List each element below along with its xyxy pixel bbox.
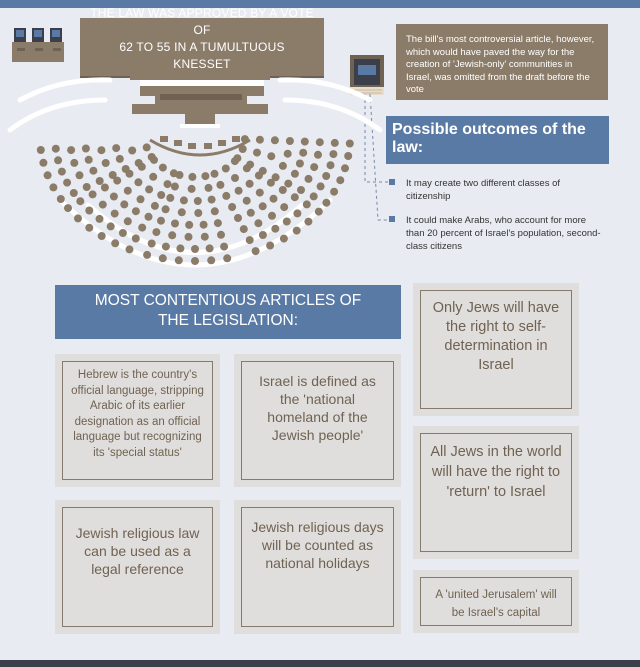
seat-icon <box>119 229 127 237</box>
seat-icon <box>279 186 287 194</box>
seat-icon <box>191 257 199 265</box>
seat-icon <box>57 195 65 203</box>
seat-icon <box>259 167 267 175</box>
seat-icon <box>162 243 170 251</box>
seat-icon <box>180 196 188 204</box>
seat-icon <box>216 181 224 189</box>
seat-icon <box>315 208 323 216</box>
seat-icon <box>246 236 254 244</box>
seat-icon <box>310 192 318 200</box>
article-text-hebrew-language: Hebrew is the country's official language, stripping Arabic of its earlier designation as an official language but recognizing its 'special status' <box>71 369 204 459</box>
seat-icon <box>208 196 216 204</box>
seat-icon <box>166 194 174 202</box>
seat-icon <box>168 231 176 239</box>
seat-icon <box>301 138 309 146</box>
seat-icon <box>271 136 279 144</box>
computer-monitors-icon <box>12 28 64 62</box>
seat-icon <box>76 171 84 179</box>
seat-icon <box>150 156 158 164</box>
seat-icon <box>331 139 339 147</box>
seat-icon <box>58 168 66 176</box>
seat-icon <box>336 176 344 184</box>
seat-icon <box>132 207 140 215</box>
seat-icon <box>176 171 184 179</box>
seat-icon <box>234 214 242 222</box>
seat-icon <box>279 162 287 170</box>
seat-icon <box>317 182 325 190</box>
seat-icon <box>107 222 115 230</box>
seat-icon <box>327 161 335 169</box>
article-card-hebrew-language <box>55 354 220 487</box>
seat-icon <box>145 213 153 221</box>
seat-icon <box>271 225 279 233</box>
seat-icon <box>64 204 72 212</box>
seat-icon <box>157 191 165 199</box>
seat-icon <box>143 143 151 151</box>
seat-icon <box>233 154 241 162</box>
seat-icon <box>299 149 307 157</box>
seat-icon <box>322 199 330 207</box>
seat-icon <box>39 159 47 167</box>
seat-icon <box>211 207 219 215</box>
seat-icon <box>259 202 267 210</box>
seat-icon <box>291 193 299 201</box>
seat-icon <box>74 214 82 222</box>
article-card-religious-law <box>55 500 220 634</box>
seat-icon <box>220 243 228 251</box>
seat-icon <box>256 136 264 144</box>
vote-line-1: THE LAW WAS APPROVED BY A VOTE OF <box>90 5 314 37</box>
seat-icon <box>70 159 78 167</box>
seat-icon <box>113 177 121 185</box>
controversial-article-box <box>396 24 608 100</box>
seat-icon <box>231 174 239 182</box>
seat-icon <box>111 239 119 247</box>
article-text-united-jerusalem: A 'united Jerusalem' will be Israel's capital <box>435 589 557 619</box>
seat-icon <box>267 152 275 160</box>
seat-icon <box>148 240 156 248</box>
seat-icon <box>303 200 311 208</box>
seat-icon <box>252 247 260 255</box>
seat-icon <box>344 152 352 160</box>
seat-icon <box>239 145 247 153</box>
article-text-religious-law: Jewish religious law can be used as a legal reference <box>75 525 200 577</box>
seat-icon <box>101 184 109 192</box>
seat-icon <box>37 146 45 154</box>
seat-icon <box>96 215 104 223</box>
seat-icon <box>138 163 146 171</box>
seat-icon <box>178 208 186 216</box>
seat-icon <box>98 232 106 240</box>
seat-icon <box>297 186 305 194</box>
contentious-title-line-2: THE LEGISLATION: <box>157 312 299 329</box>
seat-icon <box>214 219 222 227</box>
outcomes-title: Possible outcomes of the law: <box>386 116 609 164</box>
seat-icon <box>185 221 193 229</box>
seat-icon <box>228 203 236 211</box>
seat-icon <box>188 173 196 181</box>
seat-icon <box>132 235 140 243</box>
seat-icon <box>283 218 291 226</box>
seat-icon <box>99 201 107 209</box>
seat-icon <box>76 197 84 205</box>
seat-icon <box>188 185 196 193</box>
seat-icon <box>97 146 105 154</box>
seat-icon <box>85 224 93 232</box>
vote-line-2: 62 TO 55 IN A TUMULTUOUS KNESSET <box>119 39 285 71</box>
seat-icon <box>314 151 322 159</box>
seat-icon <box>171 220 179 228</box>
seat-icon <box>272 173 280 181</box>
seat-icon <box>222 192 230 200</box>
seat-icon <box>137 195 145 203</box>
seat-icon <box>89 190 97 198</box>
seat-icon <box>63 179 71 187</box>
seat-icon <box>194 209 202 217</box>
parliament-seating-illustration <box>0 60 390 280</box>
seat-icon <box>102 159 110 167</box>
seat-icon <box>246 161 254 169</box>
seat-icon <box>207 256 215 264</box>
seat-icon <box>346 140 354 148</box>
article-card-right-of-return <box>413 426 579 559</box>
seat-icon <box>253 149 261 157</box>
seat-icon <box>151 202 159 210</box>
article-card-self-determination <box>413 283 579 416</box>
seat-icon <box>54 156 62 164</box>
seat-icon <box>112 144 120 152</box>
seat-icon <box>259 231 267 239</box>
seat-icon <box>159 254 167 262</box>
seat-icon <box>124 187 132 195</box>
seat-icon <box>304 218 312 226</box>
seat-icon <box>205 184 213 192</box>
seat-icon <box>254 219 262 227</box>
seat-icon <box>266 242 274 250</box>
seat-icon <box>206 244 214 252</box>
seat-icon <box>200 221 208 229</box>
seat-icon <box>85 156 93 164</box>
seat-icon <box>89 167 97 175</box>
seat-icon <box>194 197 202 205</box>
contentious-articles-header <box>55 285 401 339</box>
seat-icon <box>341 164 349 172</box>
seat-icon <box>52 145 60 153</box>
seat-icon <box>70 189 78 197</box>
seat-icon <box>157 217 165 225</box>
seat-icon <box>82 145 90 153</box>
seat-icon <box>322 172 330 180</box>
seat-icon <box>128 147 136 155</box>
seat-icon <box>217 231 225 239</box>
seat-icon <box>247 209 255 217</box>
seat-icon <box>291 170 299 178</box>
contentious-title-line-1: MOST CONTENTIOUS ARTICLES OF <box>94 292 362 309</box>
seat-icon <box>286 137 294 145</box>
seat-icon <box>85 207 93 215</box>
article-text-right-of-return: All Jews in the world will have the right to 'return' to Israel <box>430 444 562 500</box>
article-text-religious-days: Jewish religious days will be counted as national holidays <box>251 519 384 571</box>
seat-icon <box>191 245 199 253</box>
seat-icon <box>270 195 278 203</box>
seat-icon <box>171 183 179 191</box>
seat-icon <box>246 180 254 188</box>
seat-icon <box>240 225 248 233</box>
seat-icon <box>293 209 301 217</box>
seat-icon <box>83 183 91 191</box>
seat-icon <box>120 200 128 208</box>
seat-icon <box>149 173 157 181</box>
seat-icon <box>134 178 142 186</box>
article-card-united-jerusalem <box>413 570 579 633</box>
seat-icon <box>67 146 75 154</box>
seat-icon <box>223 254 231 262</box>
seat-icon <box>124 217 132 225</box>
seat-icon <box>201 172 209 180</box>
seat-icon <box>116 155 124 163</box>
seat-icon <box>305 175 313 183</box>
seat-icon <box>159 164 167 172</box>
article-text-national-homeland: Israel is defined as the 'national homeland of the Jewish people' <box>259 373 376 443</box>
seat-icon <box>329 150 337 158</box>
seat-icon <box>316 138 324 146</box>
outcome-text-2: It could make Arabs, who account for more than 20 percent of Israel's population, second-class citizens <box>406 215 601 252</box>
seat-icon <box>175 256 183 264</box>
bottom-banner-strip <box>0 660 640 667</box>
seat-icon <box>111 210 119 218</box>
seat-icon <box>185 233 193 241</box>
seat-icon <box>152 228 160 236</box>
seat-icon <box>280 203 288 211</box>
seat-icon <box>296 160 304 168</box>
seat-icon <box>222 165 230 173</box>
seat-icon <box>284 180 292 188</box>
seat-icon <box>268 212 276 220</box>
seat-icon <box>235 187 243 195</box>
article-text-self-determination: Only Jews will have the right to self-determination in Israel <box>432 300 560 373</box>
seat-icon <box>145 185 153 193</box>
seat-icon <box>211 170 219 178</box>
article-card-religious-days <box>234 500 401 634</box>
seat-icon <box>138 224 146 232</box>
seat-icon <box>293 227 301 235</box>
seat-icon <box>243 197 251 205</box>
seat-icon <box>310 163 318 171</box>
seat-icon <box>176 244 184 252</box>
article-card-national-homeland <box>234 354 401 487</box>
seat-icon <box>49 183 57 191</box>
seat-icon <box>126 170 134 178</box>
seat-icon <box>201 233 209 241</box>
seat-icon <box>96 177 104 185</box>
seat-icon <box>284 150 292 158</box>
seat-icon <box>44 171 52 179</box>
seat-icon <box>143 251 151 259</box>
seat-icon <box>330 188 338 196</box>
seat-icon <box>256 189 264 197</box>
controversial-text: The bill's most controversial article, however, which would have paved the way for the creation of 'Jewish-only' communities in Israel, was omitted from the draft before the vote <box>406 34 595 95</box>
seat-icon <box>241 135 249 143</box>
outcome-text-1: It may create two different classes of citizenship <box>406 178 561 202</box>
seat-icon <box>126 245 134 253</box>
seat-icon <box>110 193 118 201</box>
seat-icon <box>280 235 288 243</box>
seat-icon <box>162 205 170 213</box>
seat-icon <box>164 180 172 188</box>
